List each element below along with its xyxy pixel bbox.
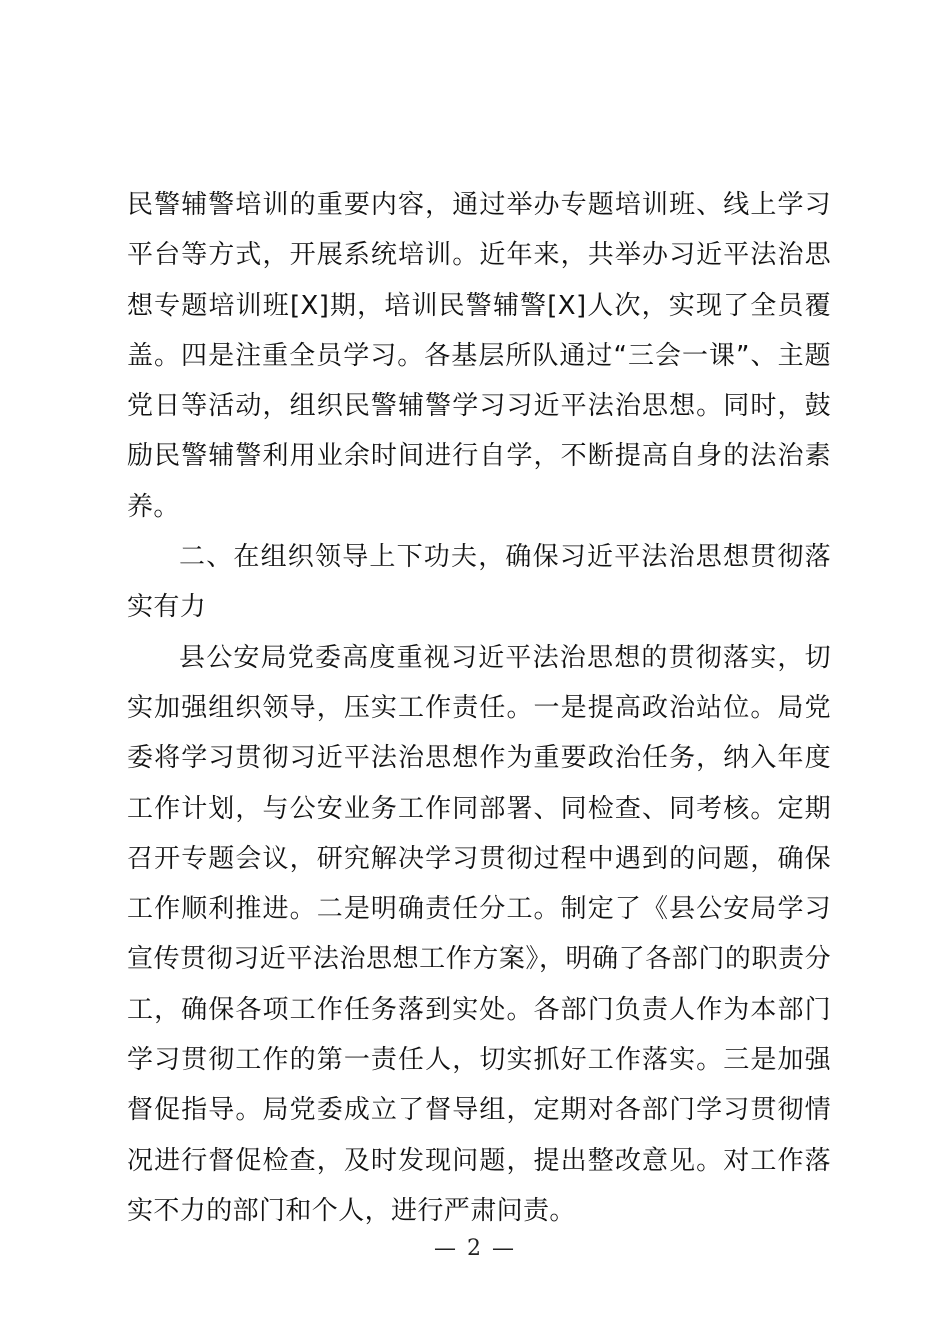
paragraph-training-content: 民警辅警培训的重要内容，通过举办专题培训班、线上学习平台等方式，开展系统培训。近年来，共举办习近平法治思想专题培训班[X]期，培训民警辅警[X]人次，实现了全员覆盖。四是注重全员学习。各基层所队通过“三会一课”、主题党日等活动，组织民警辅警学习习近平法治思想。同时，鼓励民警辅警利用业余时间进行自学，不断提高自身的法治素养。 bbox=[127, 190, 831, 522]
document-body bbox=[127, 180, 831, 1236]
paragraph-organization-leadership: 县公安局党委高度重视习近平法治思想的贯彻落实，切实加强组织领导，压实工作责任。一是提高政治站位。局党委将学习贯彻习近平法治思想作为重要政治任务，纳入年度工作计划，与公安业务工作同部署、同检查、同考核。定期召开专题会议，研究解决学习贯彻过程中遇到的问题，确保工作顺利推进。二是明确责任分工。制定了《县公安局学习宣传贯彻习近平法治思想工作方案》，明确了各部门的职责分工，确保各项工作任务落到实处。各部门负责人作为本部门学习贯彻工作的第一责任人，切实抓好工作落实。三是加强督促指导。局党委成立了督导组，定期对各部门学习贯彻情况进行督促检查，及时发现问题，提出整改意见。对工作落实不力的部门和个人，进行严肃问责。 bbox=[127, 642, 831, 1226]
page-number: — 2 — bbox=[434, 1236, 516, 1261]
section-heading-organization-leadership: 二、在组织领导上下功夫，确保习近平法治思想贯彻落实有力 bbox=[127, 542, 831, 623]
